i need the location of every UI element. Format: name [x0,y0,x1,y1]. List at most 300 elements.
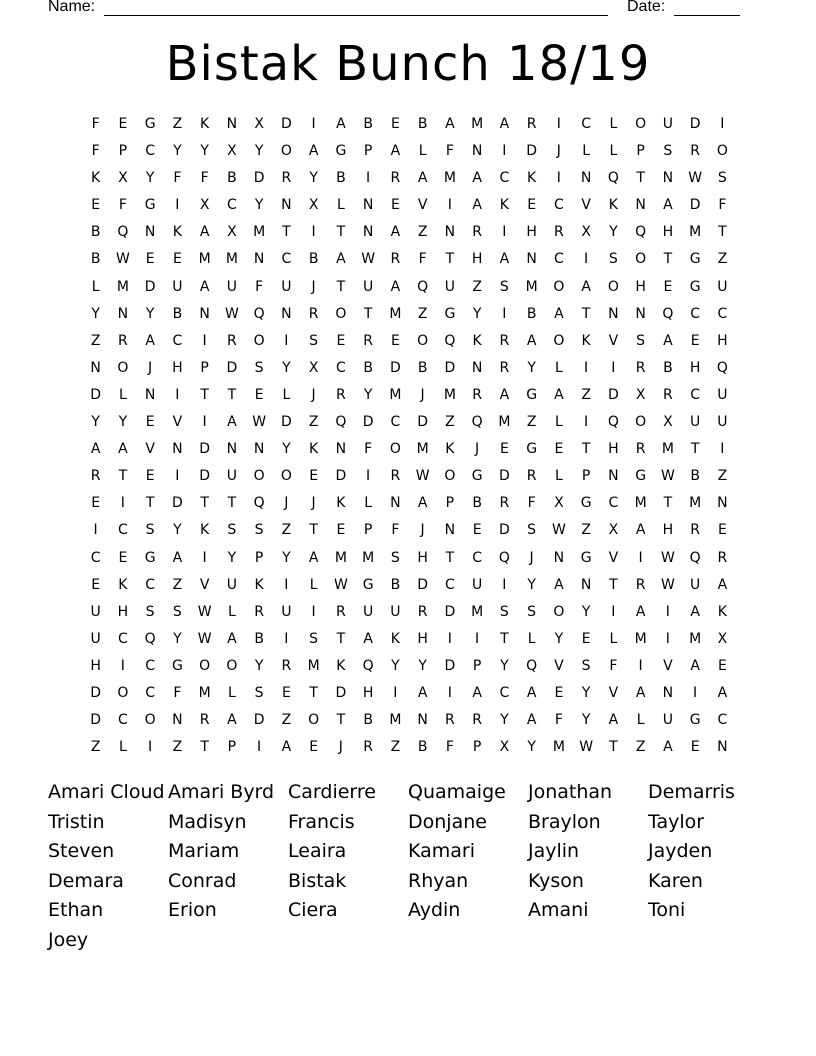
grid-cell[interactable]: K [445,441,455,458]
grid-cell[interactable]: R [363,739,373,756]
grid-cell[interactable]: Q [662,305,674,322]
grid-cell[interactable]: F [609,657,618,674]
grid-cell[interactable]: R [635,441,646,458]
grid-cell[interactable]: X [308,197,319,214]
grid-cell[interactable]: U [226,576,237,593]
grid-cell[interactable]: T [500,630,509,647]
grid-cell[interactable]: E [91,495,101,512]
grid-cell[interactable]: C [145,576,156,593]
grid-cell[interactable]: M [362,549,375,566]
grid-cell[interactable]: N [526,251,537,268]
grid-cell[interactable]: Q [471,414,483,431]
grid-cell[interactable]: A [499,251,510,268]
grid-cell[interactable]: M [225,251,238,268]
grid-cell[interactable]: W [333,576,348,593]
grid-cell[interactable]: F [418,251,427,268]
grid-cell[interactable]: T [609,576,618,593]
grid-cell[interactable]: R [690,522,700,539]
grid-cell[interactable]: N [362,224,374,241]
grid-cell[interactable]: N [390,495,401,512]
grid-cell[interactable]: F [91,143,100,160]
grid-cell[interactable]: B [526,305,537,322]
grid-cell[interactable]: K [581,332,591,349]
grid-cell[interactable]: Z [717,251,728,268]
grid-cell[interactable]: D [689,197,701,214]
grid-cell[interactable]: F [554,712,563,729]
grid-cell[interactable]: G [689,251,701,268]
grid-cell[interactable]: Y [500,657,509,674]
grid-cell[interactable]: X [227,143,237,160]
grid-cell[interactable]: Z [417,224,428,241]
grid-cell[interactable]: Z [717,468,728,485]
grid-cell[interactable]: P [118,143,128,160]
grid-cell[interactable]: E [309,468,319,485]
grid-cell[interactable]: M [443,170,456,187]
grid-cell[interactable]: K [390,630,400,647]
grid-cell[interactable]: S [254,684,264,701]
grid-cell[interactable]: V [608,684,619,701]
grid-cell[interactable]: C [145,143,156,160]
grid-cell[interactable]: Y [472,305,482,322]
grid-cell[interactable]: J [420,386,425,403]
grid-cell[interactable]: I [447,684,452,701]
grid-cell[interactable]: I [502,305,507,322]
grid-cell[interactable]: L [527,630,536,647]
grid-cell[interactable]: A [390,143,401,160]
grid-cell[interactable]: D [498,522,510,539]
grid-cell[interactable]: G [526,441,538,458]
grid-cell[interactable]: C [145,684,156,701]
grid-cell[interactable]: T [200,386,209,403]
grid-cell[interactable]: B [90,224,101,241]
grid-cell[interactable]: O [117,359,129,376]
grid-cell[interactable]: N [253,441,265,458]
grid-cell[interactable]: M [198,684,211,701]
grid-cell[interactable]: X [118,170,128,187]
grid-cell[interactable]: Y [254,657,264,674]
grid-cell[interactable]: A [663,739,673,756]
grid-cell[interactable]: J [529,549,534,566]
grid-cell[interactable]: G [580,549,592,566]
grid-cell[interactable]: X [227,224,237,241]
grid-cell[interactable]: V [554,657,564,674]
grid-cell[interactable]: E [717,657,727,674]
grid-cell[interactable]: Y [145,305,155,322]
grid-cell[interactable]: S [636,332,646,349]
grid-cell[interactable]: D [144,278,156,295]
grid-cell[interactable]: O [635,116,647,132]
grid-cell[interactable]: T [718,224,727,241]
grid-cell[interactable]: F [445,143,454,160]
grid-cell[interactable]: R [717,549,728,566]
grid-cell[interactable]: G [580,495,592,512]
grid-cell[interactable]: I [284,332,289,349]
grid-cell[interactable]: Z [526,414,537,431]
grid-cell[interactable]: M [389,305,402,322]
grid-cell[interactable]: D [607,386,619,403]
grid-cell[interactable]: I [393,684,398,701]
grid-cell[interactable]: R [336,603,346,620]
grid-cell[interactable]: O [280,468,292,485]
grid-cell[interactable]: M [689,630,702,647]
grid-cell[interactable]: O [553,278,565,295]
grid-cell[interactable]: R [472,224,482,241]
grid-cell[interactable]: R [472,386,482,403]
grid-cell[interactable]: W [252,414,267,431]
grid-cell[interactable]: C [117,712,128,729]
grid-cell[interactable]: Y [418,657,427,674]
grid-cell[interactable]: T [282,224,291,241]
date-field-line[interactable] [674,15,740,16]
grid-cell[interactable]: D [171,495,183,512]
grid-cell[interactable]: A [417,170,428,187]
grid-cell[interactable]: N [580,170,592,187]
grid-cell[interactable]: T [145,495,155,512]
grid-cell[interactable]: N [335,441,347,458]
grid-cell[interactable]: M [389,712,402,729]
grid-cell[interactable]: I [693,684,698,701]
grid-cell[interactable]: M [443,386,456,403]
grid-cell[interactable]: R [199,712,210,729]
grid-cell[interactable]: G [144,197,156,214]
grid-cell[interactable]: H [662,522,674,539]
grid-cell[interactable]: I [502,143,507,160]
grid-cell[interactable]: T [200,495,209,512]
grid-cell[interactable]: I [665,630,670,647]
grid-cell[interactable]: X [254,116,264,132]
grid-cell[interactable]: K [309,441,319,458]
grid-cell[interactable]: H [172,359,183,376]
grid-cell[interactable]: Y [227,549,237,566]
grid-cell[interactable]: U [226,468,237,485]
grid-cell[interactable]: B [390,576,401,593]
grid-cell[interactable]: M [389,386,402,403]
grid-cell[interactable]: I [257,739,262,756]
grid-cell[interactable]: E [390,116,400,132]
grid-cell[interactable]: J [311,495,316,512]
grid-cell[interactable]: L [636,712,645,729]
grid-cell[interactable]: N [117,305,129,322]
grid-cell[interactable]: A [717,576,728,593]
grid-cell[interactable]: E [118,116,128,132]
grid-cell[interactable]: P [227,739,237,756]
grid-cell[interactable]: C [335,359,346,376]
grid-cell[interactable]: B [417,116,428,132]
grid-cell[interactable]: E [172,251,182,268]
grid-cell[interactable]: T [663,251,673,268]
grid-cell[interactable]: S [227,522,237,539]
grid-cell[interactable]: A [635,684,646,701]
grid-cell[interactable]: B [172,305,183,322]
grid-cell[interactable]: U [363,603,374,620]
grid-cell[interactable]: Q [144,630,156,647]
grid-cell[interactable]: A [472,197,482,214]
grid-cell[interactable]: A [172,549,183,566]
grid-cell[interactable]: A [690,657,700,674]
grid-cell[interactable]: G [335,143,347,160]
grid-cell[interactable]: A [145,332,155,349]
grid-cell[interactable]: Y [91,305,100,322]
grid-cell[interactable]: C [553,197,564,214]
grid-cell[interactable]: R [499,495,510,512]
grid-cell[interactable]: A [390,278,401,295]
grid-cell[interactable]: Y [500,712,509,729]
grid-cell[interactable]: Q [526,657,538,674]
grid-cell[interactable]: K [91,170,101,187]
grid-cell[interactable]: G [471,468,483,485]
grid-cell[interactable]: B [417,739,428,756]
grid-cell[interactable]: D [199,468,211,485]
grid-cell[interactable]: O [199,657,211,674]
grid-cell[interactable]: V [417,197,428,214]
grid-cell[interactable]: L [554,468,563,485]
grid-cell[interactable]: I [202,414,207,431]
grid-cell[interactable]: I [638,657,643,674]
grid-cell[interactable]: G [444,305,456,322]
grid-cell[interactable]: R [635,576,646,593]
grid-cell[interactable]: N [471,143,483,160]
grid-cell[interactable]: C [281,251,292,268]
grid-cell[interactable]: P [200,359,209,376]
grid-cell[interactable]: T [581,441,591,458]
grid-cell[interactable]: H [689,359,701,376]
grid-cell[interactable]: R [690,143,700,160]
grid-cell[interactable]: I [202,332,207,349]
grid-cell[interactable]: T [336,278,346,295]
grid-cell[interactable]: N [608,305,619,322]
grid-cell[interactable]: B [363,359,373,376]
grid-cell[interactable]: M [689,495,702,512]
grid-cell[interactable]: N [444,224,456,241]
grid-cell[interactable]: I [175,197,180,214]
grid-cell[interactable]: I [311,116,316,132]
grid-cell[interactable]: A [336,251,346,268]
grid-cell[interactable]: D [444,603,456,620]
grid-cell[interactable]: Z [308,414,319,431]
grid-cell[interactable]: R [445,712,455,729]
grid-cell[interactable]: E [118,549,128,566]
grid-cell[interactable]: A [390,224,401,241]
grid-cell[interactable]: M [116,278,129,295]
grid-cell[interactable]: E [390,332,400,349]
grid-cell[interactable]: N [417,712,428,729]
grid-cell[interactable]: I [584,414,589,431]
grid-cell[interactable]: O [716,143,728,160]
grid-cell[interactable]: I [611,359,616,376]
grid-cell[interactable]: K [499,197,509,214]
grid-cell[interactable]: X [499,739,510,756]
grid-cell[interactable]: A [308,143,319,160]
grid-cell[interactable]: W [415,468,430,485]
grid-cell[interactable]: T [200,739,209,756]
grid-cell[interactable]: A [417,684,428,701]
grid-cell[interactable]: F [200,170,209,187]
grid-cell[interactable]: R [363,332,373,349]
grid-cell[interactable]: Z [90,332,101,349]
grid-cell[interactable]: S [145,522,155,539]
grid-cell[interactable]: I [556,170,561,187]
grid-cell[interactable]: Y [91,414,100,431]
grid-cell[interactable]: Q [716,359,728,376]
grid-cell[interactable]: L [336,197,345,214]
grid-cell[interactable]: U [717,386,728,403]
grid-cell[interactable]: A [717,684,728,701]
grid-cell[interactable]: F [255,278,264,295]
grid-cell[interactable]: F [527,495,536,512]
grid-cell[interactable]: U [662,116,673,132]
grid-cell[interactable]: F [173,170,182,187]
grid-cell[interactable]: Y [173,630,182,647]
grid-cell[interactable]: N [226,116,238,132]
grid-cell[interactable]: A [472,684,482,701]
grid-cell[interactable]: H [471,251,483,268]
grid-cell[interactable]: P [472,739,482,756]
grid-cell[interactable]: Z [581,522,591,539]
grid-cell[interactable]: E [281,684,291,701]
grid-cell[interactable]: B [90,251,101,268]
grid-cell[interactable]: M [498,414,511,431]
grid-cell[interactable]: A [472,170,482,187]
grid-cell[interactable]: L [554,359,563,376]
grid-cell[interactable]: R [336,386,346,403]
grid-cell[interactable]: J [475,441,480,458]
grid-cell[interactable]: G [689,278,701,295]
grid-cell[interactable]: J [311,386,316,403]
grid-cell[interactable]: Y [527,739,536,756]
grid-cell[interactable]: Y [282,549,291,566]
grid-cell[interactable]: J [556,143,561,160]
grid-cell[interactable]: R [281,170,292,187]
grid-cell[interactable]: Q [444,332,456,349]
grid-cell[interactable]: R [118,332,128,349]
grid-cell[interactable]: Y [173,143,182,160]
grid-cell[interactable]: O [389,441,401,458]
grid-cell[interactable]: Y [581,684,591,701]
grid-cell[interactable]: E [91,576,101,593]
grid-cell[interactable]: Z [417,305,428,322]
grid-cell[interactable]: D [90,386,102,403]
grid-cell[interactable]: Y [527,576,536,593]
grid-cell[interactable]: Q [335,414,347,431]
grid-cell[interactable]: M [525,278,538,295]
grid-cell[interactable]: T [581,305,591,322]
grid-cell[interactable]: E [254,386,264,403]
grid-cell[interactable]: B [417,359,428,376]
grid-cell[interactable]: J [420,522,425,539]
grid-cell[interactable]: I [366,468,371,485]
grid-cell[interactable]: W [361,251,376,268]
grid-cell[interactable]: W [579,739,594,756]
grid-cell[interactable]: H [526,224,537,241]
grid-cell[interactable]: P [581,468,591,485]
grid-cell[interactable]: O [635,251,647,268]
grid-cell[interactable]: R [526,468,537,485]
grid-cell[interactable]: B [308,251,319,268]
grid-cell[interactable]: E [472,522,482,539]
grid-cell[interactable]: Z [581,386,591,403]
grid-cell[interactable]: I [556,116,561,132]
grid-cell[interactable]: H [90,657,101,674]
grid-cell[interactable]: C [172,332,183,349]
grid-cell[interactable]: C [717,712,728,729]
grid-cell[interactable]: S [390,549,400,566]
grid-cell[interactable]: E [717,522,727,539]
grid-cell[interactable]: D [689,116,701,132]
grid-cell[interactable]: T [336,630,346,647]
grid-cell[interactable]: B [336,170,346,187]
grid-cell[interactable]: M [471,116,484,132]
grid-cell[interactable]: C [499,170,510,187]
grid-cell[interactable]: D [90,684,102,701]
grid-cell[interactable]: T [118,468,128,485]
grid-cell[interactable]: I [120,657,125,674]
grid-cell[interactable]: L [609,630,618,647]
grid-cell[interactable]: J [311,278,316,295]
grid-cell[interactable]: N [362,197,374,214]
grid-cell[interactable]: Y [581,603,591,620]
grid-cell[interactable]: U [90,630,101,647]
grid-cell[interactable]: A [526,332,537,349]
grid-cell[interactable]: I [93,522,98,539]
grid-cell[interactable]: A [635,603,646,620]
grid-cell[interactable]: O [553,603,565,620]
grid-cell[interactable]: N [635,197,646,214]
grid-cell[interactable]: S [309,332,319,349]
grid-cell[interactable]: A [554,386,564,403]
grid-cell[interactable]: L [118,739,127,756]
grid-cell[interactable]: F [445,739,454,756]
grid-cell[interactable]: M [689,224,702,241]
grid-cell[interactable]: O [444,468,456,485]
grid-cell[interactable]: L [91,278,100,295]
grid-cell[interactable]: I [447,197,452,214]
grid-cell[interactable]: C [90,549,101,566]
grid-cell[interactable]: C [581,116,592,132]
grid-cell[interactable]: H [662,224,674,241]
grid-cell[interactable]: Y [391,657,400,674]
grid-cell[interactable]: S [717,170,727,187]
grid-cell[interactable]: R [663,386,673,403]
grid-cell[interactable]: D [526,143,538,160]
grid-cell[interactable]: E [527,197,537,214]
grid-cell[interactable]: S [527,603,537,620]
grid-cell[interactable]: U [444,278,455,295]
grid-cell[interactable]: U [281,603,292,620]
grid-cell[interactable]: G [526,386,538,403]
grid-cell[interactable]: C [390,414,401,431]
grid-cell[interactable]: Y [254,143,264,160]
grid-cell[interactable]: L [282,386,291,403]
grid-cell[interactable]: K [200,116,210,132]
grid-cell[interactable]: W [551,522,566,539]
grid-cell[interactable]: C [117,630,128,647]
grid-cell[interactable]: W [224,305,239,322]
grid-cell[interactable]: K [608,197,618,214]
grid-cell[interactable]: Z [90,739,101,756]
grid-cell[interactable]: M [552,739,565,756]
grid-cell[interactable]: T [445,251,455,268]
grid-cell[interactable]: S [254,359,264,376]
grid-cell[interactable]: S [145,603,155,620]
grid-cell[interactable]: I [638,549,643,566]
grid-cell[interactable]: T [445,549,455,566]
grid-cell[interactable]: U [472,576,483,593]
grid-cell[interactable]: I [447,630,452,647]
grid-cell[interactable]: C [499,684,510,701]
grid-cell[interactable]: Z [390,739,401,756]
grid-cell[interactable]: Q [635,224,647,241]
grid-cell[interactable]: N [172,712,183,729]
